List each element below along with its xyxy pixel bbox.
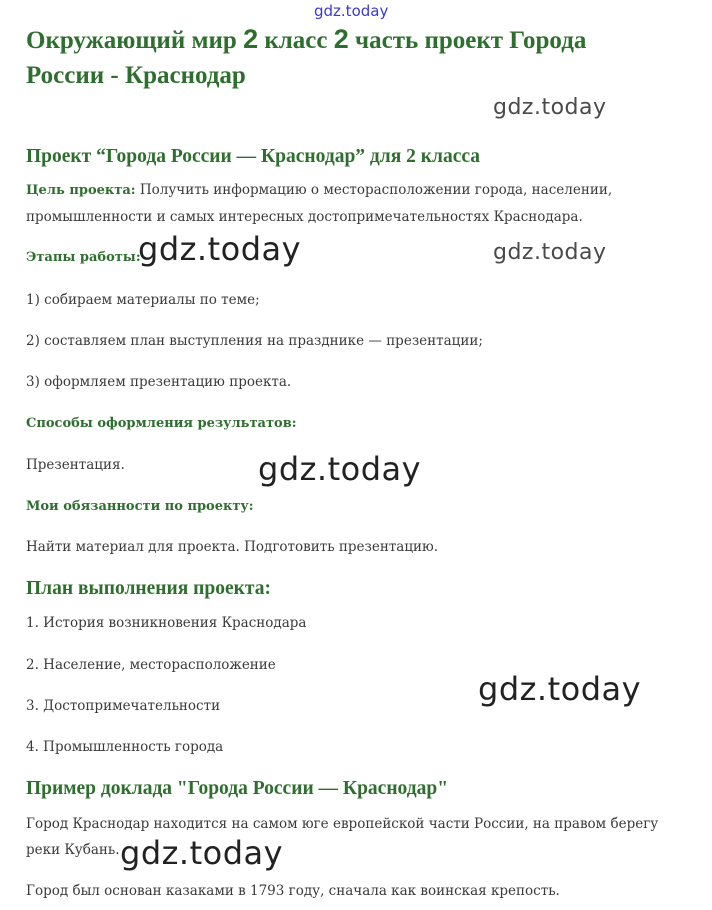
title-text: класс bbox=[258, 27, 334, 54]
list-item: 1. История возникновения Краснодара bbox=[26, 615, 307, 631]
stages-label: Этапы работы: bbox=[26, 250, 141, 265]
title-grade: 2 bbox=[243, 24, 259, 54]
methods-label: Способы оформления результатов: bbox=[26, 416, 297, 431]
watermark: gdz.today bbox=[138, 230, 302, 268]
title-text: часть проект Города России - Краснодар bbox=[26, 27, 587, 89]
title-text: Окружающий мир bbox=[26, 27, 244, 54]
methods-label-line bbox=[26, 410, 297, 437]
watermark: gdz.today bbox=[493, 240, 607, 265]
watermark: gdz.today bbox=[478, 670, 642, 708]
page-title bbox=[26, 22, 666, 93]
list-item: 2. Население, месторасположение bbox=[26, 657, 276, 673]
watermark: gdz.today bbox=[120, 834, 284, 872]
title-part: 2 bbox=[333, 24, 349, 54]
list-item: 1) собираем материалы по теме; bbox=[26, 292, 260, 308]
duties-label-line bbox=[26, 493, 254, 520]
list-item: 4. Промышленность города bbox=[26, 739, 224, 755]
list-item: 3) оформляем презентацию проекта. bbox=[26, 374, 292, 390]
goal-text: Получить информацию о месторасположении города, населении, промышленности и самых интересных достопримечательностях Краснодара. bbox=[26, 182, 613, 225]
report-heading: Пример доклада "Города России — Краснодар" bbox=[26, 778, 449, 799]
project-heading: Проект “Города России — Краснодар” для 2 класса bbox=[26, 146, 481, 167]
list-item: 2) составляем план выступления на празднике — презентации; bbox=[26, 333, 483, 349]
stages-label-line bbox=[26, 244, 141, 271]
duties-text: Найти материал для проекта. Подготовить презентацию. bbox=[26, 539, 439, 555]
watermark-top: gdz.today bbox=[314, 2, 389, 20]
plan-heading: План выполнения проекта: bbox=[26, 578, 271, 599]
goal-paragraph bbox=[26, 177, 676, 230]
goal-label: Цель проекта: bbox=[26, 183, 136, 198]
list-item: 3. Достопримечательности bbox=[26, 698, 221, 714]
watermark: gdz.today bbox=[258, 450, 422, 488]
report-paragraph: Город был основан казаками в 1793 году, сначала как воинская крепость. bbox=[26, 883, 560, 899]
duties-label: Мои обязанности по проекту: bbox=[26, 499, 254, 514]
methods-text: Презентация. bbox=[26, 457, 125, 473]
report-paragraph: Город Краснодар находится на самом юге европейской части России, на правом берегу реки Кубань. bbox=[26, 816, 659, 858]
watermark: gdz.today bbox=[493, 95, 607, 120]
